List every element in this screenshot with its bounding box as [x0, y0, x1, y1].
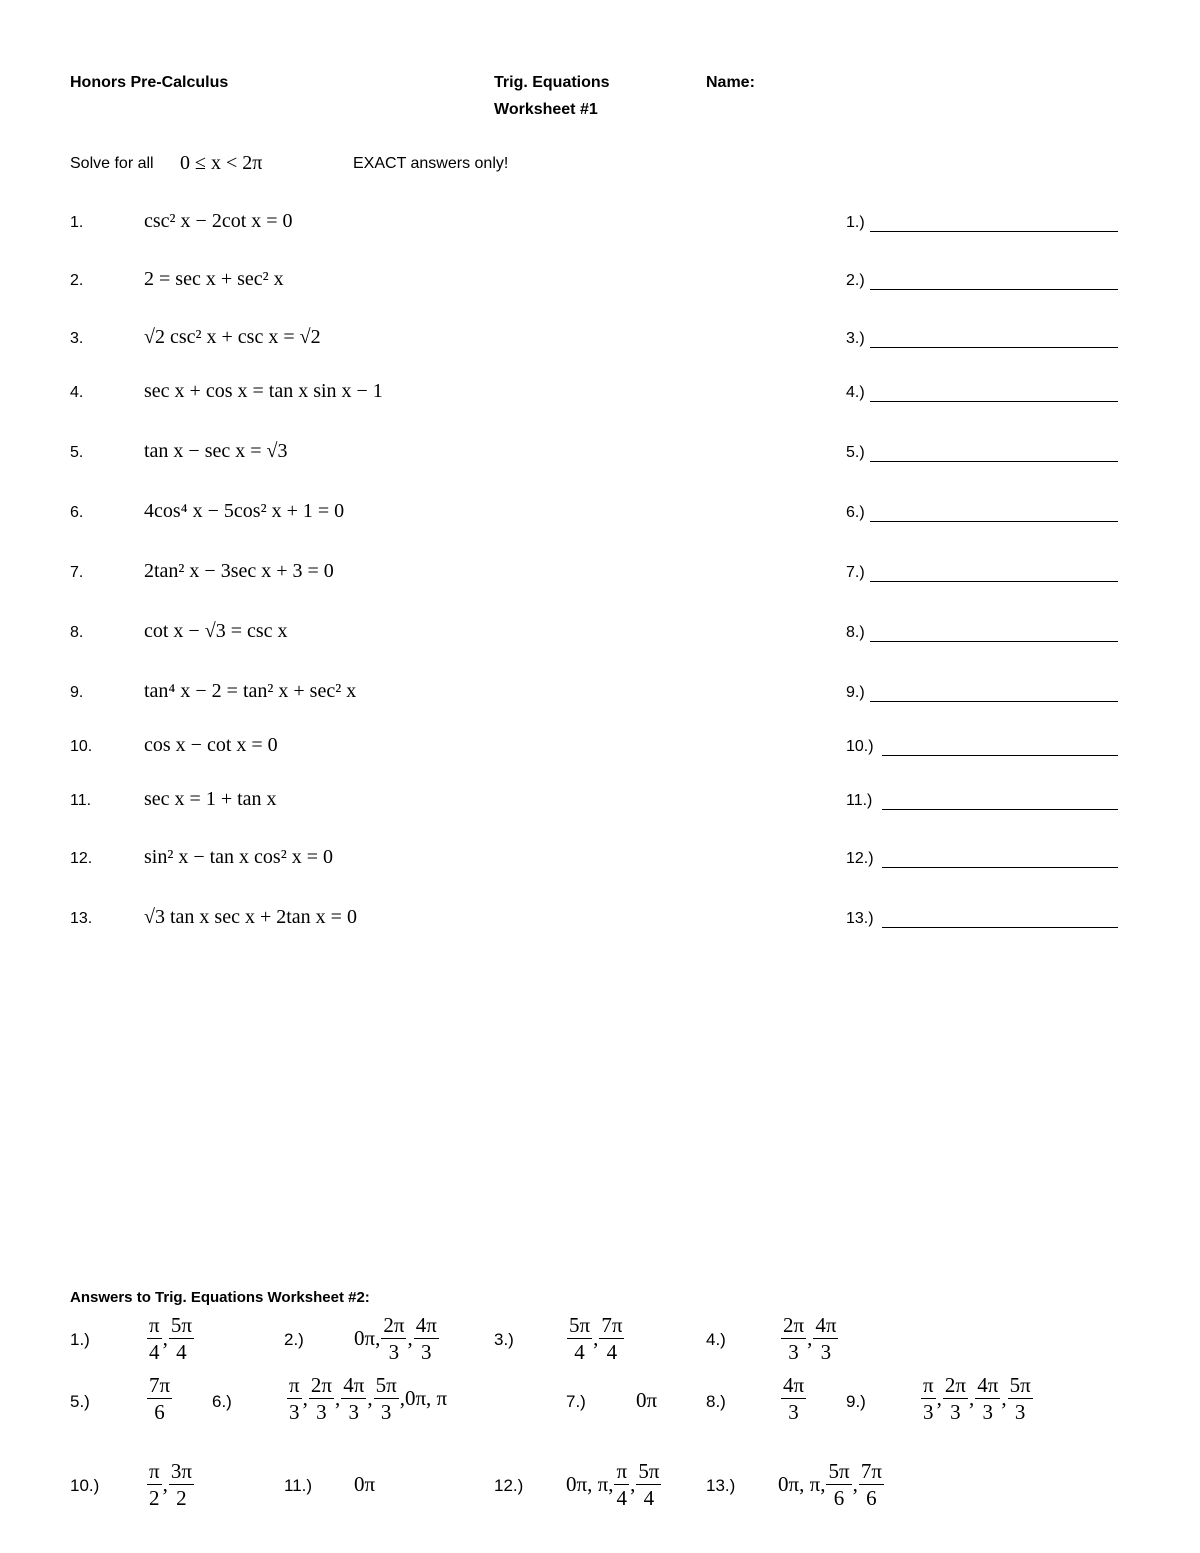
fraction	[169, 1460, 194, 1509]
answer-text: 0π	[354, 1472, 376, 1496]
problem-equation: √3 tan x sec x + 2tan x = 0	[144, 906, 357, 928]
fraction-denominator: 6	[833, 1486, 845, 1511]
answer-blank-label: 2.)	[846, 272, 865, 289]
problem-equation: csc² x − 2cot x = 0	[144, 210, 293, 232]
fraction-denominator: 6	[866, 1486, 877, 1511]
fraction-denominator: 3	[982, 1400, 994, 1425]
fraction-numerator: 5π	[169, 1314, 194, 1339]
fraction-numerator: 5π	[636, 1460, 661, 1485]
fraction-denominator: 3	[1014, 1400, 1026, 1425]
answer-key-value	[566, 1460, 662, 1509]
fraction-denominator: 3	[316, 1400, 327, 1425]
worksheet-title-line1: Trig. Equations	[494, 74, 610, 91]
answer-blank-label: 12.)	[846, 850, 874, 867]
problem-equation: tan⁴ x − 2 = tan² x + sec² x	[144, 680, 357, 702]
answer-blank-label: 9.)	[846, 684, 865, 701]
fraction-numerator: 5π	[567, 1314, 592, 1339]
problem-number: 8.	[70, 624, 84, 641]
fraction	[287, 1374, 302, 1423]
fraction	[414, 1314, 439, 1363]
answer-blank-line[interactable]	[870, 231, 1118, 232]
exact-instruction: EXACT answers only!	[353, 155, 509, 172]
problem-number: 6.	[70, 504, 84, 521]
answer-key-label: 11.)	[284, 1476, 313, 1495]
problem-number: 2.	[70, 272, 84, 289]
fraction-denominator: 3	[289, 1400, 300, 1425]
fraction-denominator: 4	[616, 1486, 628, 1511]
answer-blank-label: 4.)	[846, 384, 865, 401]
fraction	[567, 1314, 592, 1363]
answer-key-value	[146, 1460, 195, 1509]
answer-blank-line[interactable]	[870, 289, 1118, 290]
answer-key-label: 3.)	[494, 1330, 514, 1349]
problem-number: 4.	[70, 384, 84, 401]
fraction	[636, 1460, 661, 1509]
answer-blank-label: 7.)	[846, 564, 865, 581]
problem-number: 13.	[70, 910, 93, 927]
answer-text: 0π	[636, 1388, 658, 1412]
answer-text: ,	[968, 1386, 975, 1411]
fraction	[781, 1314, 806, 1363]
fraction	[309, 1374, 334, 1423]
fraction	[943, 1374, 968, 1423]
fraction-numerator: π	[287, 1374, 302, 1399]
fraction-numerator: 5π	[826, 1460, 851, 1485]
answer-key-value	[286, 1374, 447, 1423]
answer-text: ,	[162, 1472, 168, 1497]
answer-text: ,	[936, 1386, 942, 1411]
fraction-numerator: 4π	[813, 1314, 838, 1339]
problem-equation: 4cos⁴ x − 5cos² x + 1 = 0	[144, 500, 345, 522]
answer-text: ,	[807, 1326, 813, 1351]
problem-number: 1.	[70, 214, 84, 231]
fraction	[147, 1314, 162, 1363]
problem-equation: sin² x − tan x cos² x = 0	[144, 846, 333, 868]
answer-key-label: 2.)	[284, 1330, 304, 1349]
fraction	[147, 1374, 172, 1423]
fraction-denominator: 4	[574, 1340, 585, 1365]
fraction-denominator: 3	[348, 1400, 360, 1425]
fraction	[826, 1460, 851, 1509]
answer-blank-line[interactable]	[870, 521, 1118, 522]
answer-blank-line[interactable]	[882, 755, 1118, 756]
answer-blank-line[interactable]	[870, 347, 1118, 348]
fraction-denominator: 3	[388, 1340, 400, 1365]
problem-equation: sec x = 1 + tan x	[144, 788, 277, 810]
fraction-numerator: 2π	[309, 1374, 334, 1399]
answer-key-value	[146, 1374, 173, 1423]
fraction-denominator: 2	[149, 1486, 160, 1511]
fraction	[813, 1314, 838, 1363]
fraction-denominator: 3	[950, 1400, 961, 1425]
answer-text: 0π, π,	[566, 1472, 614, 1497]
fraction	[781, 1374, 806, 1423]
answer-blank-line[interactable]	[870, 641, 1118, 642]
answer-text: ,	[852, 1472, 858, 1497]
answer-key-label: 13.)	[706, 1476, 736, 1495]
fraction-denominator: 4	[606, 1340, 618, 1365]
answer-blank-label: 10.)	[846, 738, 874, 755]
problem-equation: cos x − cot x = 0	[144, 734, 278, 756]
answer-blank-line[interactable]	[870, 461, 1118, 462]
answer-key-value	[636, 1388, 657, 1413]
fraction-numerator: 5π	[374, 1374, 399, 1399]
fraction-numerator: π	[614, 1460, 629, 1485]
answer-blank-line[interactable]	[882, 867, 1118, 868]
answer-text: 0π,	[354, 1326, 381, 1351]
fraction-numerator: 2π	[943, 1374, 968, 1399]
fraction-numerator: 5π	[1008, 1374, 1033, 1399]
fraction-numerator: π	[147, 1460, 162, 1485]
fraction-denominator: 3	[788, 1340, 799, 1365]
fraction-denominator: 3	[923, 1400, 934, 1425]
answer-text: ,	[367, 1386, 373, 1411]
answer-blank-line[interactable]	[882, 927, 1118, 928]
fraction	[975, 1374, 1000, 1423]
answer-key-label: 8.)	[706, 1392, 726, 1411]
answer-blank-label: 5.)	[846, 444, 865, 461]
fraction-numerator: π	[921, 1374, 936, 1399]
fraction	[169, 1314, 194, 1363]
worksheet-title-line2: Worksheet #1	[494, 101, 598, 118]
answer-text: ,	[334, 1386, 341, 1411]
answer-key-label: 10.)	[70, 1476, 100, 1495]
answer-key-label: 12.)	[494, 1476, 524, 1495]
answer-blank-label: 13.)	[846, 910, 874, 927]
problem-number: 3.	[70, 330, 84, 347]
answer-text: ,0π, π	[399, 1386, 448, 1411]
fraction-numerator: 4π	[975, 1374, 1000, 1399]
problem-equation: sec x + cos x = tan x sin x − 1	[144, 380, 383, 402]
problem-equation: tan x − sec x = √3	[144, 440, 288, 462]
answer-blank-label: 8.)	[846, 624, 865, 641]
answer-key-value	[566, 1314, 625, 1363]
fraction	[147, 1460, 162, 1509]
fraction-numerator: 4π	[414, 1314, 439, 1339]
fraction-denominator: 2	[176, 1486, 187, 1511]
problem-number: 11.	[70, 792, 92, 809]
answer-text: ,	[630, 1472, 636, 1497]
fraction-denominator: 3	[788, 1400, 799, 1425]
answer-blank-line[interactable]	[870, 581, 1118, 582]
fraction	[381, 1314, 406, 1363]
answer-text: ,	[302, 1386, 308, 1411]
course-title: Honors Pre-Calculus	[70, 74, 229, 91]
answer-text: ,	[162, 1326, 168, 1351]
problem-number: 7.	[70, 564, 84, 581]
fraction	[614, 1460, 629, 1509]
problem-number: 9.	[70, 684, 84, 701]
answer-key-label: 6.)	[212, 1392, 232, 1411]
fraction	[341, 1374, 366, 1423]
answer-blank-line[interactable]	[870, 701, 1118, 702]
fraction-denominator: 6	[154, 1400, 165, 1425]
answer-key-value	[146, 1314, 195, 1363]
answer-key-value	[354, 1472, 375, 1497]
problem-number: 10.	[70, 738, 93, 755]
answer-text: ,	[1001, 1386, 1007, 1411]
answer-blank-label: 3.)	[846, 330, 865, 347]
answer-blank-label: 1.)	[846, 214, 865, 231]
answer-blank-line[interactable]	[870, 401, 1118, 402]
fraction	[599, 1314, 624, 1363]
answer-blank-label: 6.)	[846, 504, 865, 521]
fraction-numerator: 7π	[599, 1314, 624, 1339]
problem-equation: 2tan² x − 3sec x + 3 = 0	[144, 560, 334, 582]
answer-key-value	[780, 1314, 839, 1363]
fraction-numerator: 4π	[341, 1374, 366, 1399]
fraction-numerator: 3π	[169, 1460, 194, 1485]
answer-text: 0π, π,	[778, 1472, 826, 1497]
answer-key-label: 1.)	[70, 1330, 90, 1349]
name-label: Name:	[706, 74, 755, 91]
problem-equation: √2 csc² x + csc x = √2	[144, 326, 321, 348]
fraction	[921, 1374, 936, 1423]
answer-text: ,	[407, 1326, 413, 1351]
answer-key-label: 9.)	[846, 1392, 866, 1411]
fraction-denominator: 3	[421, 1340, 432, 1365]
fraction	[374, 1374, 399, 1423]
answer-key-value	[354, 1314, 440, 1363]
problem-number: 12.	[70, 850, 93, 867]
solve-instruction: Solve for all	[70, 155, 154, 172]
fraction	[859, 1460, 884, 1509]
fraction-numerator: 4π	[781, 1374, 806, 1399]
fraction	[1008, 1374, 1033, 1423]
problem-equation: 2 = sec x + sec² x	[144, 268, 284, 290]
answers-title: Answers to Trig. Equations Worksheet #2:	[70, 1289, 370, 1306]
fraction-denominator: 4	[176, 1340, 187, 1365]
answer-text: ,	[593, 1326, 599, 1351]
fraction-numerator: 7π	[147, 1374, 172, 1399]
fraction-numerator: 2π	[381, 1314, 406, 1339]
fraction-numerator: π	[147, 1314, 162, 1339]
answer-key-value	[780, 1374, 807, 1423]
domain-interval: 0 ≤ x < 2π	[180, 152, 263, 174]
problem-number: 5.	[70, 444, 84, 461]
answer-blank-label: 11.)	[846, 792, 873, 809]
answer-key-label: 5.)	[70, 1392, 90, 1411]
answer-key-value	[920, 1374, 1034, 1423]
fraction-denominator: 3	[380, 1400, 392, 1425]
answer-key-value	[778, 1460, 885, 1509]
fraction-numerator: 2π	[781, 1314, 806, 1339]
answer-key-label: 7.)	[566, 1392, 586, 1411]
answer-blank-line[interactable]	[882, 809, 1118, 810]
problem-equation: cot x − √3 = csc x	[144, 620, 288, 642]
fraction-numerator: 7π	[859, 1460, 884, 1485]
answer-key-label: 4.)	[706, 1330, 726, 1349]
fraction-denominator: 3	[820, 1340, 832, 1365]
fraction-denominator: 4	[643, 1486, 655, 1511]
fraction-denominator: 4	[149, 1340, 160, 1365]
